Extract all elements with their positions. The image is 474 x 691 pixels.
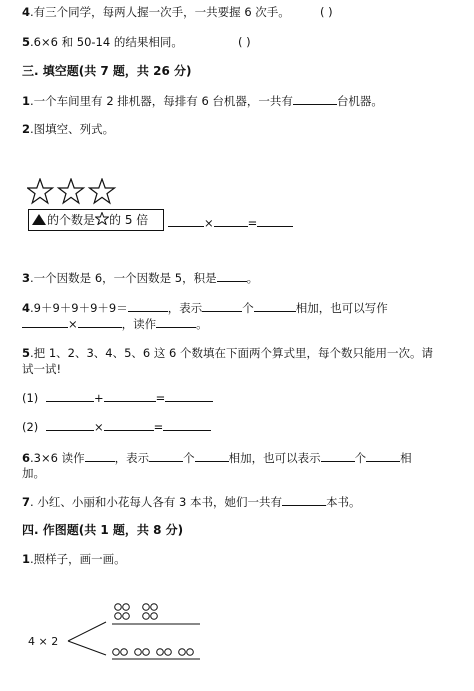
question-text: 相加，也可以写作 <box>295 301 388 315</box>
question-text: 相 <box>400 451 412 465</box>
operator: × <box>93 420 104 434</box>
answer-blank[interactable] <box>46 418 94 431</box>
question-text: 。 <box>246 271 259 285</box>
operator: = <box>155 391 166 405</box>
question-text-cont: 试一试! <box>22 362 62 376</box>
star-icon <box>59 179 84 203</box>
answer-blank[interactable] <box>104 418 154 431</box>
question-text: 个 <box>242 301 254 315</box>
section-title: 三. 填空题(共 7 题，共 26 分) <box>22 64 192 78</box>
answer-blank[interactable] <box>163 418 211 431</box>
answer-blank[interactable] <box>254 299 296 312</box>
box-text: 的个数是 <box>47 213 96 227</box>
question-text: 相加，也可以表示 <box>228 451 321 465</box>
operator: × <box>68 317 78 331</box>
question-text: ，表示 <box>167 301 203 315</box>
question-number: 4 <box>22 301 31 315</box>
row-label: (1) <box>22 391 39 405</box>
question-text: .6×6 和 50-14 的结果相同。 <box>30 35 183 49</box>
fill-question-4 <box>22 299 388 316</box>
star-icon <box>90 179 115 203</box>
answer-blank[interactable] <box>257 214 293 227</box>
relation-box <box>28 209 164 231</box>
question-5 <box>22 34 251 50</box>
branch-line <box>68 622 106 641</box>
answer-blank[interactable] <box>78 315 122 328</box>
question-text: 个 <box>354 451 367 465</box>
fill-question-3 <box>22 269 258 286</box>
circle-group <box>113 649 128 656</box>
operator: × <box>204 216 214 230</box>
question-number: 1 <box>22 552 31 566</box>
fill-question-1 <box>22 92 383 109</box>
question-text: .有三个同学，每两人握一次手，一共要握 6 次手。 <box>30 5 290 19</box>
answer-blank[interactable] <box>168 214 204 227</box>
answer-blank[interactable] <box>22 315 68 328</box>
question-text: .9＋9＋9＋9＋9＝ <box>30 301 128 315</box>
star-row <box>27 178 119 206</box>
question-text: ，读作 <box>121 317 157 331</box>
expression-label: 4 × 2 <box>28 635 59 648</box>
question-number: 3 <box>22 271 31 285</box>
answer-blank[interactable] <box>202 299 242 312</box>
answer-blank[interactable] <box>282 493 326 506</box>
question-number: 5 <box>22 346 31 360</box>
question-text: .图填空、列式。 <box>30 122 115 136</box>
answer-blank[interactable] <box>214 214 248 227</box>
question-text: 。 <box>196 317 208 331</box>
triangle-icon <box>32 214 46 225</box>
fill-question-4-cont <box>22 315 208 332</box>
fill-question-2 <box>22 121 114 137</box>
star-icon <box>28 179 53 203</box>
circle-group <box>143 604 158 620</box>
question-number: 5 <box>22 35 31 49</box>
question-text: ，表示 <box>114 451 150 465</box>
row-label: (2) <box>22 420 39 434</box>
question-4 <box>22 4 333 20</box>
question-text: 台机器。 <box>336 94 383 108</box>
question-number: 2 <box>22 122 31 136</box>
question-number: 7 <box>22 495 31 509</box>
circle-group <box>135 649 150 656</box>
example-figure <box>28 600 228 672</box>
branch-line <box>68 641 106 655</box>
answer-blank[interactable] <box>366 449 400 462</box>
answer-parens[interactable]: ( ) <box>238 35 251 49</box>
answer-blank[interactable] <box>85 449 115 462</box>
box-text: 的 5 倍 <box>109 213 149 227</box>
answer-parens[interactable]: ( ) <box>320 5 333 19</box>
fill-question-5 <box>22 345 433 361</box>
answer-blank[interactable] <box>217 269 247 282</box>
answer-blank[interactable] <box>104 389 156 402</box>
answer-blank[interactable] <box>149 449 183 462</box>
equation-blanks <box>168 214 293 231</box>
equation-row-1 <box>22 389 213 406</box>
question-number: 1 <box>22 94 31 108</box>
question-text: 个 <box>183 451 195 465</box>
fill-question-7 <box>22 493 360 510</box>
question-text: .把 1、2、3、4、5、6 这 6 个数填在下面两个算式里，每个数只能用一次。请 <box>30 346 434 360</box>
operator: = <box>247 216 258 230</box>
section-title: 四. 作图题(共 1 题，共 8 分) <box>22 523 184 537</box>
question-number: 6 <box>22 451 31 465</box>
operator: = <box>153 420 164 434</box>
draw-question-1 <box>22 551 126 567</box>
question-text: 本书。 <box>325 495 361 509</box>
fill-question-6 <box>22 449 412 466</box>
answer-blank[interactable] <box>156 315 196 328</box>
circle-group <box>179 649 194 656</box>
answer-blank[interactable] <box>128 299 168 312</box>
question-text: .一个因数是 6，一个因数是 5，积是 <box>30 271 217 285</box>
circle-group <box>115 604 130 620</box>
star-icon <box>95 212 109 225</box>
operator: + <box>93 391 104 405</box>
answer-blank[interactable] <box>165 389 213 402</box>
question-number: 4 <box>22 5 31 19</box>
circle-group <box>157 649 172 656</box>
question-text: .一个车间里有 2 排机器，每排有 6 台机器，一共有 <box>30 94 293 108</box>
question-text: . 小红、小丽和小花每人各有 3 本书，她们一共有 <box>30 495 282 509</box>
answer-blank[interactable] <box>293 92 337 105</box>
answer-blank[interactable] <box>321 449 355 462</box>
question-text: .照样子，画一画。 <box>30 552 126 566</box>
question-text: .3×6 读作 <box>30 451 85 465</box>
answer-blank[interactable] <box>46 389 94 402</box>
question-text-cont: 加。 <box>22 466 45 480</box>
answer-blank[interactable] <box>195 449 229 462</box>
equation-row-2 <box>22 418 211 435</box>
